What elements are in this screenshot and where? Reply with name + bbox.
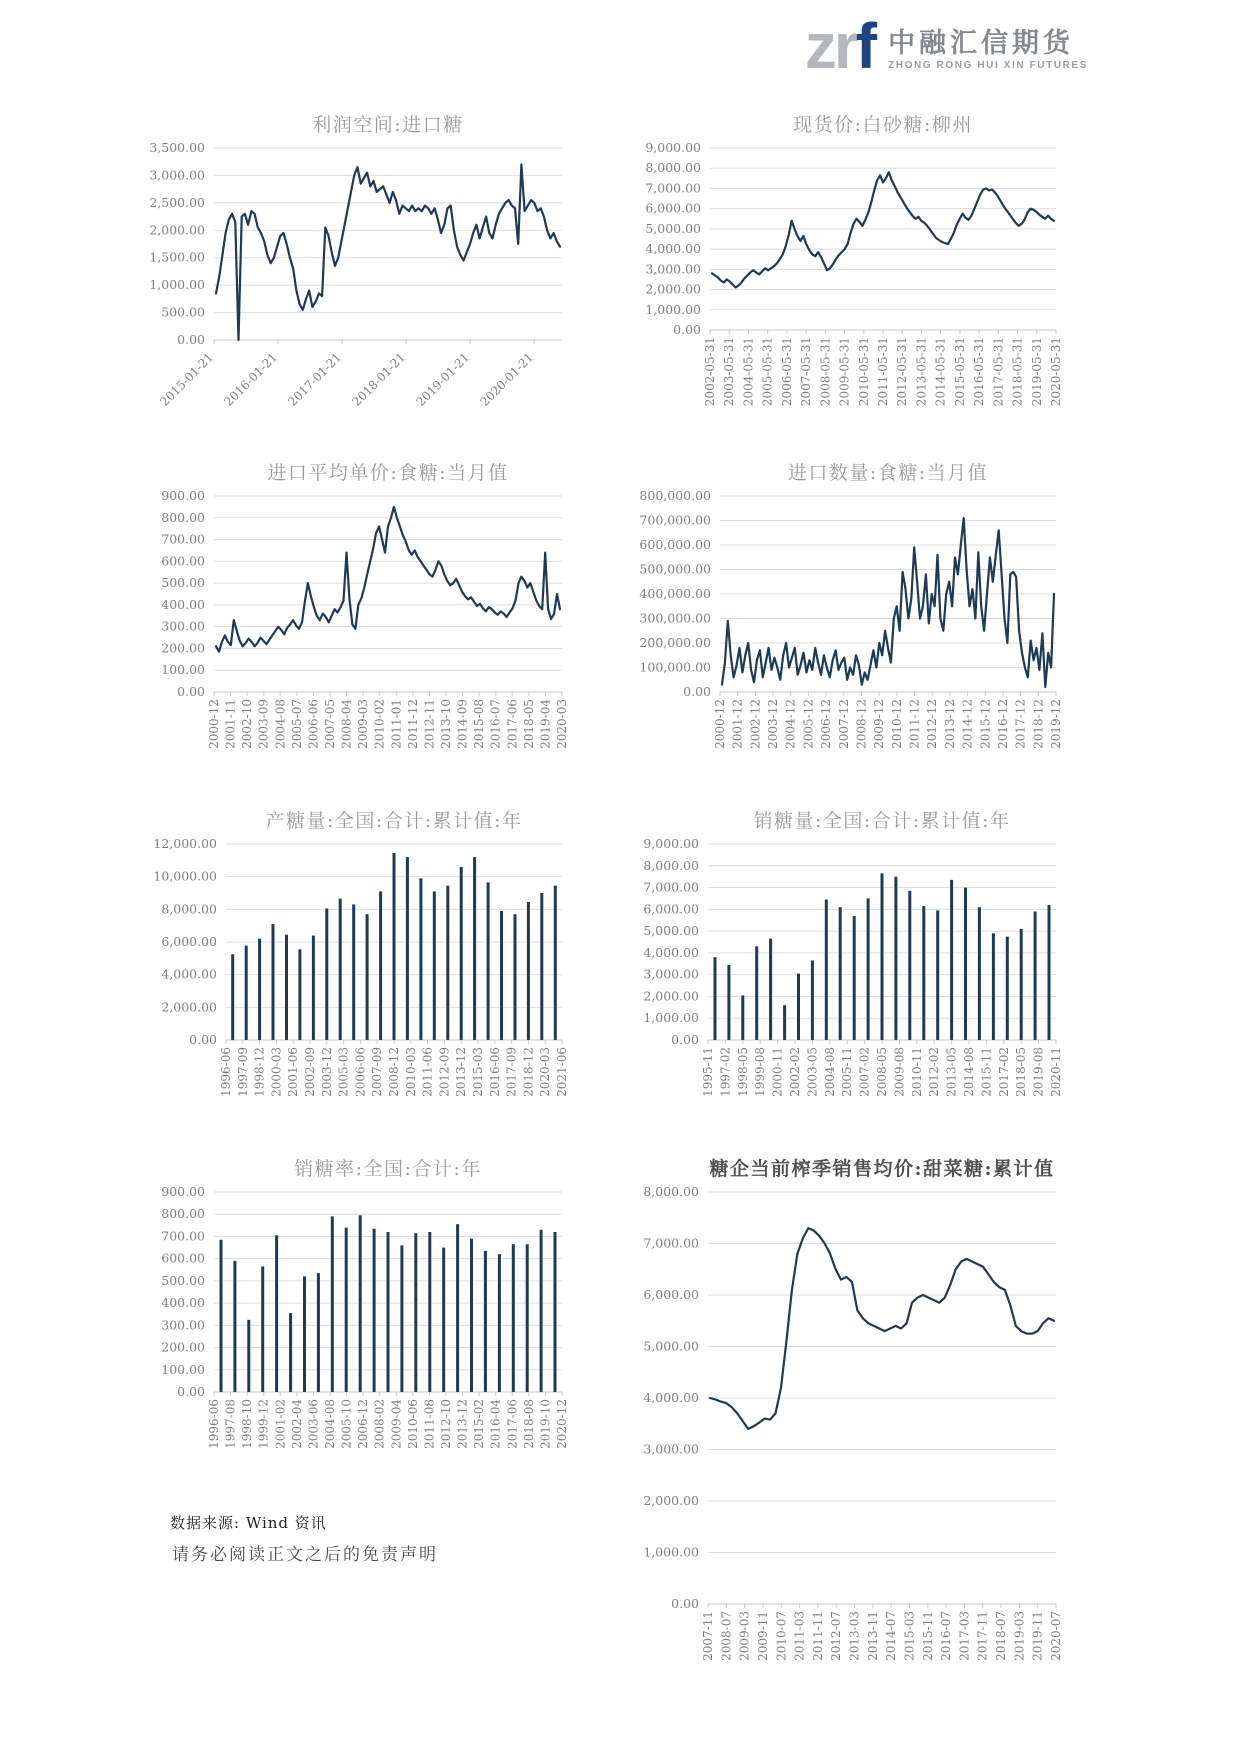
svg-text:1997-09: 1997-09 bbox=[235, 1047, 250, 1097]
y-gridlines bbox=[710, 148, 1056, 330]
svg-text:2005-07: 2005-07 bbox=[289, 699, 304, 749]
svg-text:2013-11: 2013-11 bbox=[865, 1611, 880, 1661]
y-gridlines bbox=[214, 148, 562, 340]
svg-text:2001-11: 2001-11 bbox=[223, 699, 238, 749]
svg-text:2007-05-31: 2007-05-31 bbox=[799, 337, 814, 407]
svg-text:2019-10: 2019-10 bbox=[538, 1399, 553, 1449]
svg-text:12,000.00: 12,000.00 bbox=[153, 838, 217, 851]
svg-text:2020-07: 2020-07 bbox=[1049, 1611, 1063, 1661]
svg-text:300,000.00: 300,000.00 bbox=[639, 610, 711, 626]
chart-profit-imported-sugar bbox=[130, 112, 570, 436]
svg-text:2015-05-31: 2015-05-31 bbox=[952, 337, 967, 407]
x-ticks bbox=[720, 692, 1056, 696]
svg-text:2014-12: 2014-12 bbox=[960, 699, 975, 749]
chart-sugar-sales bbox=[612, 808, 1064, 1140]
svg-text:1998-05: 1998-05 bbox=[735, 1047, 750, 1097]
svg-text:2016-06: 2016-06 bbox=[487, 1047, 502, 1097]
svg-text:2008-05: 2008-05 bbox=[875, 1047, 889, 1097]
svg-text:2017-05-31: 2017-05-31 bbox=[991, 337, 1006, 407]
svg-text:2011-08: 2011-08 bbox=[422, 1399, 437, 1449]
svg-text:2009-12: 2009-12 bbox=[872, 699, 887, 749]
svg-text:8,000.00: 8,000.00 bbox=[161, 901, 217, 917]
svg-text:2003-12: 2003-12 bbox=[319, 1047, 334, 1097]
svg-text:2003-05: 2003-05 bbox=[805, 1047, 820, 1097]
x-tick-labels bbox=[207, 1399, 569, 1449]
svg-text:2013-03: 2013-03 bbox=[847, 1611, 862, 1661]
x-tick-labels bbox=[703, 337, 1063, 406]
svg-text:2,500.00: 2,500.00 bbox=[149, 194, 205, 210]
x-tick-labels bbox=[701, 1611, 1063, 1661]
svg-text:2010-11: 2010-11 bbox=[909, 1047, 924, 1097]
svg-text:2013-12: 2013-12 bbox=[455, 1399, 470, 1449]
svg-text:2016-05-31: 2016-05-31 bbox=[972, 337, 987, 407]
svg-text:2005-03: 2005-03 bbox=[336, 1047, 351, 1097]
svg-text:2018-05: 2018-05 bbox=[1014, 1047, 1029, 1097]
svg-text:2008-12: 2008-12 bbox=[854, 699, 869, 749]
svg-text:5,000.00: 5,000.00 bbox=[643, 923, 699, 939]
svg-text:2007-05: 2007-05 bbox=[323, 699, 337, 749]
svg-text:2,000.00: 2,000.00 bbox=[643, 1493, 699, 1508]
svg-text:400.00: 400.00 bbox=[161, 1295, 205, 1311]
svg-text:2011-12: 2011-12 bbox=[907, 699, 922, 749]
svg-text:1996-06: 1996-06 bbox=[207, 1399, 221, 1449]
svg-text:2002-10: 2002-10 bbox=[240, 699, 255, 749]
svg-text:1,000.00: 1,000.00 bbox=[149, 277, 205, 293]
svg-text:2004-05-31: 2004-05-31 bbox=[741, 337, 756, 407]
svg-text:2003-06: 2003-06 bbox=[306, 1399, 321, 1449]
svg-text:6,000.00: 6,000.00 bbox=[643, 1287, 699, 1302]
svg-text:2017-06: 2017-06 bbox=[505, 699, 520, 749]
series-line bbox=[710, 1228, 1054, 1429]
svg-text:2006-12: 2006-12 bbox=[356, 1399, 371, 1449]
svg-text:600.00: 600.00 bbox=[161, 1250, 205, 1266]
svg-text:2011-11: 2011-11 bbox=[810, 1611, 825, 1661]
svg-text:8,000.00: 8,000.00 bbox=[645, 160, 701, 176]
svg-text:2014-08: 2014-08 bbox=[962, 1047, 976, 1097]
svg-text:400.00: 400.00 bbox=[161, 596, 205, 612]
x-tick-labels bbox=[219, 1047, 569, 1097]
svg-text:0.00: 0.00 bbox=[177, 684, 205, 699]
svg-text:2018-12: 2018-12 bbox=[521, 1047, 536, 1097]
svg-text:2020-05-31: 2020-05-31 bbox=[1049, 337, 1063, 407]
svg-text:5,000.00: 5,000.00 bbox=[645, 220, 701, 236]
svg-text:2017-06: 2017-06 bbox=[505, 1399, 520, 1449]
svg-text:2016-07: 2016-07 bbox=[939, 1611, 954, 1661]
chart-beet-sugar-avg-price-plot bbox=[612, 1186, 1064, 1708]
chart-sugar-sales-rate bbox=[130, 1156, 570, 1496]
svg-text:3,000.00: 3,000.00 bbox=[643, 1441, 699, 1457]
svg-text:2018-07: 2018-07 bbox=[994, 1611, 1009, 1661]
y-tick-labels bbox=[639, 490, 711, 699]
chart-spot-price-white-sugar-liuzhou bbox=[612, 112, 1064, 454]
svg-text:2019-03: 2019-03 bbox=[1012, 1611, 1027, 1661]
svg-text:7,000.00: 7,000.00 bbox=[643, 879, 699, 895]
svg-text:2007-12: 2007-12 bbox=[836, 699, 851, 749]
svg-text:2014-09: 2014-09 bbox=[455, 699, 470, 749]
svg-text:2007-02: 2007-02 bbox=[857, 1047, 872, 1097]
svg-text:2017-09: 2017-09 bbox=[504, 1047, 519, 1097]
chart-title: 进口数量:食糖:当月值 bbox=[787, 462, 989, 484]
svg-text:2009-05-31: 2009-05-31 bbox=[837, 337, 852, 407]
chart-title: 利润空间:进口糖 bbox=[312, 114, 464, 136]
company-name-cn: 中融汇信期货 bbox=[888, 27, 1075, 58]
svg-text:3,000.00: 3,000.00 bbox=[645, 261, 701, 277]
svg-text:2018-12: 2018-12 bbox=[1031, 699, 1046, 749]
svg-text:2011-06: 2011-06 bbox=[420, 1047, 435, 1097]
company-logo bbox=[804, 10, 1088, 82]
svg-text:9,000.00: 9,000.00 bbox=[643, 838, 699, 851]
svg-text:3,000.00: 3,000.00 bbox=[643, 966, 699, 982]
svg-text:100.00: 100.00 bbox=[161, 1361, 205, 1377]
svg-text:2002-02: 2002-02 bbox=[788, 1047, 802, 1097]
svg-text:2009-04: 2009-04 bbox=[389, 1399, 404, 1449]
svg-text:0.00: 0.00 bbox=[683, 684, 711, 699]
x-tick-labels bbox=[713, 699, 1063, 749]
svg-text:2014-07: 2014-07 bbox=[884, 1611, 899, 1661]
svg-text:2013-12: 2013-12 bbox=[942, 699, 957, 749]
svg-text:1995-11: 1995-11 bbox=[701, 1047, 715, 1097]
svg-text:2002-09: 2002-09 bbox=[303, 1047, 317, 1097]
svg-text:4,000.00: 4,000.00 bbox=[643, 944, 699, 960]
svg-text:2008-04: 2008-04 bbox=[339, 699, 354, 749]
svg-text:100,000.00: 100,000.00 bbox=[639, 659, 711, 675]
svg-text:2000-12: 2000-12 bbox=[207, 699, 221, 749]
svg-text:200.00: 200.00 bbox=[161, 1339, 205, 1355]
svg-text:2016-04: 2016-04 bbox=[488, 1399, 503, 1449]
svg-text:2016-07: 2016-07 bbox=[488, 699, 503, 749]
chart-title: 糖企当前榨季销售均价:甜菜糖:累计值 bbox=[709, 1158, 1055, 1180]
company-name-en: ZHONG RONG HUI XIN FUTURES bbox=[888, 59, 1088, 71]
svg-text:2020-03: 2020-03 bbox=[555, 699, 569, 749]
chart-sugar-production-plot bbox=[130, 838, 570, 1136]
logo-zr-letters: zr bbox=[804, 10, 856, 82]
svg-text:2015-12: 2015-12 bbox=[978, 699, 993, 749]
svg-text:2,000.00: 2,000.00 bbox=[149, 222, 205, 238]
svg-text:2008-12: 2008-12 bbox=[387, 1047, 401, 1097]
svg-text:2006-05-31: 2006-05-31 bbox=[779, 337, 794, 407]
svg-text:600.00: 600.00 bbox=[161, 553, 205, 569]
svg-text:2009-03: 2009-03 bbox=[356, 699, 371, 749]
svg-text:2002-04: 2002-04 bbox=[289, 1399, 304, 1449]
svg-text:4,000.00: 4,000.00 bbox=[645, 241, 701, 257]
svg-text:0.00: 0.00 bbox=[673, 322, 701, 337]
svg-text:2020-11: 2020-11 bbox=[1049, 1047, 1063, 1097]
svg-text:2017-02: 2017-02 bbox=[996, 1047, 1011, 1097]
svg-text:2,000.00: 2,000.00 bbox=[643, 988, 699, 1004]
svg-text:2013-05-31: 2013-05-31 bbox=[914, 337, 929, 407]
svg-text:2012-05-31: 2012-05-31 bbox=[895, 337, 910, 407]
svg-text:200,000.00: 200,000.00 bbox=[639, 635, 711, 650]
svg-text:600,000.00: 600,000.00 bbox=[639, 537, 711, 552]
series-line bbox=[712, 172, 1054, 287]
svg-text:2011-01: 2011-01 bbox=[389, 699, 404, 749]
svg-text:2015-03: 2015-03 bbox=[902, 1611, 917, 1661]
series-line bbox=[216, 507, 560, 652]
svg-text:2018-08: 2018-08 bbox=[521, 1399, 536, 1449]
svg-text:900.00: 900.00 bbox=[161, 1186, 205, 1199]
svg-text:2008-07: 2008-07 bbox=[719, 1611, 734, 1661]
y-tick-labels bbox=[161, 1186, 205, 1399]
svg-text:2011-12: 2011-12 bbox=[405, 699, 420, 749]
svg-text:2015-11: 2015-11 bbox=[920, 1611, 935, 1661]
svg-text:2019-11: 2019-11 bbox=[1030, 1611, 1045, 1661]
svg-text:2019-12: 2019-12 bbox=[1049, 699, 1063, 749]
series-bars bbox=[220, 1215, 557, 1392]
svg-text:2010-07: 2010-07 bbox=[774, 1611, 789, 1661]
svg-text:2017-03: 2017-03 bbox=[957, 1611, 972, 1661]
svg-text:2012-11: 2012-11 bbox=[422, 699, 437, 749]
svg-text:800,000.00: 800,000.00 bbox=[639, 490, 711, 503]
svg-text:0.00: 0.00 bbox=[671, 1596, 699, 1611]
series-line bbox=[216, 165, 560, 341]
svg-text:2005-12: 2005-12 bbox=[801, 699, 816, 749]
svg-text:8,000.00: 8,000.00 bbox=[643, 857, 699, 873]
svg-text:2019-01-21: 2019-01-21 bbox=[413, 350, 473, 410]
svg-text:2004-12: 2004-12 bbox=[783, 699, 798, 749]
chart-profit-imported-sugar-plot bbox=[130, 142, 570, 432]
svg-text:1,500.00: 1,500.00 bbox=[149, 249, 205, 265]
svg-text:2020-01-21: 2020-01-21 bbox=[477, 350, 537, 410]
svg-text:500,000.00: 500,000.00 bbox=[639, 561, 711, 577]
x-ticks bbox=[214, 1392, 562, 1396]
logo-zrf-mark bbox=[804, 10, 875, 82]
svg-text:2008-02: 2008-02 bbox=[372, 1399, 387, 1449]
svg-text:1997-02: 1997-02 bbox=[718, 1047, 733, 1097]
svg-text:400,000.00: 400,000.00 bbox=[639, 586, 711, 601]
chart-beet-sugar-avg-price bbox=[612, 1156, 1064, 1712]
svg-text:2,000.00: 2,000.00 bbox=[161, 999, 217, 1015]
svg-text:7,000.00: 7,000.00 bbox=[645, 180, 701, 196]
svg-text:2019-04: 2019-04 bbox=[538, 699, 553, 749]
svg-text:700,000.00: 700,000.00 bbox=[639, 512, 711, 528]
svg-text:2017-11: 2017-11 bbox=[975, 1611, 990, 1661]
svg-text:9,000.00: 9,000.00 bbox=[645, 142, 701, 155]
svg-text:3,500.00: 3,500.00 bbox=[149, 142, 205, 155]
chart-import-quantity bbox=[612, 460, 1064, 792]
svg-text:2005-05-31: 2005-05-31 bbox=[760, 337, 775, 407]
svg-text:2020-12: 2020-12 bbox=[555, 1399, 569, 1449]
svg-text:2,000.00: 2,000.00 bbox=[645, 281, 701, 297]
svg-text:2008-05-31: 2008-05-31 bbox=[818, 337, 833, 407]
series-bars bbox=[714, 873, 1051, 1040]
svg-text:2016-12: 2016-12 bbox=[995, 699, 1010, 749]
svg-text:2017-12: 2017-12 bbox=[1013, 699, 1028, 749]
svg-text:2009-11: 2009-11 bbox=[755, 1611, 770, 1661]
y-tick-labels bbox=[153, 838, 217, 1047]
svg-text:6,000.00: 6,000.00 bbox=[643, 901, 699, 917]
chart-title: 进口平均单价:食糖:当月值 bbox=[267, 462, 509, 484]
svg-text:2010-06: 2010-06 bbox=[405, 1399, 420, 1449]
svg-text:0.00: 0.00 bbox=[177, 332, 205, 347]
chart-import-avg-unit-price-plot bbox=[130, 490, 570, 788]
svg-text:2004-08: 2004-08 bbox=[323, 1399, 337, 1449]
chart-sugar-production bbox=[130, 808, 570, 1140]
svg-text:10,000.00: 10,000.00 bbox=[153, 868, 217, 884]
svg-text:2013-05: 2013-05 bbox=[944, 1047, 959, 1097]
svg-text:2020-03: 2020-03 bbox=[538, 1047, 553, 1097]
y-tick-labels bbox=[645, 142, 701, 337]
x-ticks bbox=[226, 1040, 562, 1044]
svg-text:2018-05: 2018-05 bbox=[521, 699, 536, 749]
svg-text:200.00: 200.00 bbox=[161, 640, 205, 656]
svg-text:2010-12: 2010-12 bbox=[889, 699, 904, 749]
svg-text:4,000.00: 4,000.00 bbox=[161, 966, 217, 982]
x-tick-labels bbox=[701, 1047, 1063, 1097]
svg-text:2003-09: 2003-09 bbox=[256, 699, 271, 749]
svg-text:2001-06: 2001-06 bbox=[286, 1047, 301, 1097]
svg-text:1,000.00: 1,000.00 bbox=[643, 1544, 699, 1560]
series-bars bbox=[231, 853, 557, 1040]
x-ticks bbox=[708, 1604, 1056, 1608]
svg-text:5,000.00: 5,000.00 bbox=[643, 1338, 699, 1354]
chart-spot-price-white-sugar-liuzhou-plot bbox=[612, 142, 1064, 450]
chart-title: 销糖量:全国:合计:累计值:年 bbox=[753, 810, 1011, 832]
svg-text:3,000.00: 3,000.00 bbox=[149, 167, 205, 183]
svg-text:2015-02: 2015-02 bbox=[472, 1399, 487, 1449]
svg-text:2005-11: 2005-11 bbox=[840, 1047, 855, 1097]
chart-sugar-sales-rate-plot bbox=[130, 1186, 570, 1492]
svg-text:2016-01-21: 2016-01-21 bbox=[221, 350, 281, 410]
svg-text:2018-01-21: 2018-01-21 bbox=[349, 350, 409, 410]
svg-text:1,000.00: 1,000.00 bbox=[645, 301, 701, 317]
svg-text:6,000.00: 6,000.00 bbox=[161, 934, 217, 949]
svg-text:900.00: 900.00 bbox=[161, 490, 205, 503]
svg-text:100.00: 100.00 bbox=[161, 662, 205, 678]
svg-text:7,000.00: 7,000.00 bbox=[643, 1235, 699, 1251]
y-tick-labels bbox=[643, 1186, 699, 1611]
chart-import-quantity-plot bbox=[612, 490, 1064, 788]
svg-text:1999-12: 1999-12 bbox=[256, 1399, 271, 1449]
svg-text:2019-05-31: 2019-05-31 bbox=[1029, 337, 1044, 407]
svg-text:2012-10: 2012-10 bbox=[439, 1399, 453, 1449]
svg-text:8,000.00: 8,000.00 bbox=[643, 1186, 699, 1199]
svg-text:2014-05-31: 2014-05-31 bbox=[933, 337, 948, 407]
svg-text:2012-09: 2012-09 bbox=[437, 1047, 452, 1097]
svg-text:2012-12: 2012-12 bbox=[925, 699, 940, 749]
svg-text:500.00: 500.00 bbox=[161, 575, 205, 591]
svg-text:2007-09: 2007-09 bbox=[370, 1047, 385, 1097]
chart-sugar-sales-plot bbox=[612, 838, 1064, 1136]
data-source-note: 数据来源: Wind 资讯 bbox=[170, 1514, 327, 1532]
svg-text:2009-08: 2009-08 bbox=[892, 1047, 907, 1097]
svg-text:1,000.00: 1,000.00 bbox=[643, 1010, 699, 1026]
svg-text:2010-02: 2010-02 bbox=[372, 699, 387, 749]
svg-text:2013-12: 2013-12 bbox=[454, 1047, 469, 1097]
chart-title: 现货价:白砂糖:柳州 bbox=[793, 114, 973, 136]
x-tick-labels bbox=[207, 699, 569, 749]
svg-text:2012-02: 2012-02 bbox=[927, 1047, 942, 1097]
svg-text:1998-12: 1998-12 bbox=[252, 1047, 267, 1097]
svg-text:2002-12: 2002-12 bbox=[748, 699, 763, 749]
svg-text:2015-01-21: 2015-01-21 bbox=[157, 350, 217, 410]
svg-text:1999-08: 1999-08 bbox=[753, 1047, 768, 1097]
svg-text:2000-03: 2000-03 bbox=[269, 1047, 284, 1097]
svg-text:700.00: 700.00 bbox=[161, 531, 205, 547]
svg-text:2015-03: 2015-03 bbox=[471, 1047, 485, 1097]
svg-text:2000-12: 2000-12 bbox=[713, 699, 727, 749]
svg-text:2010-05-31: 2010-05-31 bbox=[856, 337, 871, 407]
svg-text:2009-03: 2009-03 bbox=[737, 1611, 752, 1661]
svg-text:2000-11: 2000-11 bbox=[770, 1047, 785, 1097]
svg-text:300.00: 300.00 bbox=[161, 1317, 205, 1333]
svg-text:2012-07: 2012-07 bbox=[829, 1611, 844, 1661]
chart-import-avg-unit-price bbox=[130, 460, 570, 792]
svg-text:0.00: 0.00 bbox=[177, 1384, 205, 1399]
x-ticks bbox=[710, 330, 1056, 334]
svg-text:2003-12: 2003-12 bbox=[766, 699, 781, 749]
svg-text:4,000.00: 4,000.00 bbox=[643, 1390, 699, 1405]
svg-text:800.00: 800.00 bbox=[161, 509, 205, 525]
svg-text:2007-11: 2007-11 bbox=[701, 1611, 715, 1661]
svg-text:2011-03: 2011-03 bbox=[792, 1611, 807, 1661]
svg-text:500.00: 500.00 bbox=[161, 1272, 205, 1288]
svg-text:1998-10: 1998-10 bbox=[240, 1399, 255, 1449]
x-ticks bbox=[708, 1040, 1056, 1044]
svg-text:2003-05-31: 2003-05-31 bbox=[722, 337, 737, 407]
logo-f-letter: f bbox=[855, 10, 875, 82]
y-tick-labels bbox=[149, 142, 205, 347]
svg-text:2002-05-31: 2002-05-31 bbox=[703, 337, 717, 407]
svg-text:1996-06: 1996-06 bbox=[219, 1047, 233, 1097]
x-tick-labels bbox=[157, 350, 536, 409]
svg-text:0.00: 0.00 bbox=[671, 1032, 699, 1047]
series-line bbox=[722, 518, 1054, 687]
svg-text:800.00: 800.00 bbox=[161, 1206, 205, 1222]
svg-text:2015-11: 2015-11 bbox=[979, 1047, 994, 1097]
y-gridlines bbox=[708, 1192, 1056, 1604]
svg-text:2006-12: 2006-12 bbox=[819, 699, 834, 749]
chart-title: 销糖率:全国:合计:年 bbox=[294, 1158, 482, 1180]
svg-text:500.00: 500.00 bbox=[161, 304, 205, 320]
svg-text:2013-10: 2013-10 bbox=[439, 699, 453, 749]
svg-text:2015-08: 2015-08 bbox=[472, 699, 487, 749]
company-names bbox=[888, 29, 1088, 72]
svg-text:2006-06: 2006-06 bbox=[353, 1047, 368, 1097]
svg-text:2021-06: 2021-06 bbox=[555, 1047, 569, 1097]
svg-text:2010-03: 2010-03 bbox=[403, 1047, 418, 1097]
svg-text:2004-08: 2004-08 bbox=[273, 699, 288, 749]
svg-text:2004-08: 2004-08 bbox=[822, 1047, 837, 1097]
y-tick-labels bbox=[643, 838, 699, 1047]
svg-text:700.00: 700.00 bbox=[161, 1228, 205, 1244]
svg-text:1997-08: 1997-08 bbox=[223, 1399, 238, 1449]
svg-text:2005-10: 2005-10 bbox=[339, 1399, 354, 1449]
svg-text:0.00: 0.00 bbox=[189, 1032, 217, 1047]
svg-text:2017-01-21: 2017-01-21 bbox=[285, 350, 345, 410]
chart-title: 产糖量:全国:合计:累计值:年 bbox=[265, 810, 523, 832]
svg-text:2011-05-31: 2011-05-31 bbox=[876, 337, 890, 407]
svg-text:2018-05-31: 2018-05-31 bbox=[1010, 337, 1025, 407]
svg-text:2001-12: 2001-12 bbox=[730, 699, 745, 749]
x-ticks bbox=[214, 340, 534, 344]
svg-text:300.00: 300.00 bbox=[161, 618, 205, 634]
svg-text:2019-08: 2019-08 bbox=[1031, 1047, 1046, 1097]
y-tick-labels bbox=[161, 490, 205, 699]
svg-text:2001-02: 2001-02 bbox=[273, 1399, 288, 1449]
svg-text:6,000.00: 6,000.00 bbox=[645, 200, 701, 216]
x-ticks bbox=[214, 692, 562, 696]
disclaimer-note: 请务必阅读正文之后的免责声明 bbox=[172, 1545, 438, 1565]
svg-text:2006-06: 2006-06 bbox=[306, 699, 321, 749]
